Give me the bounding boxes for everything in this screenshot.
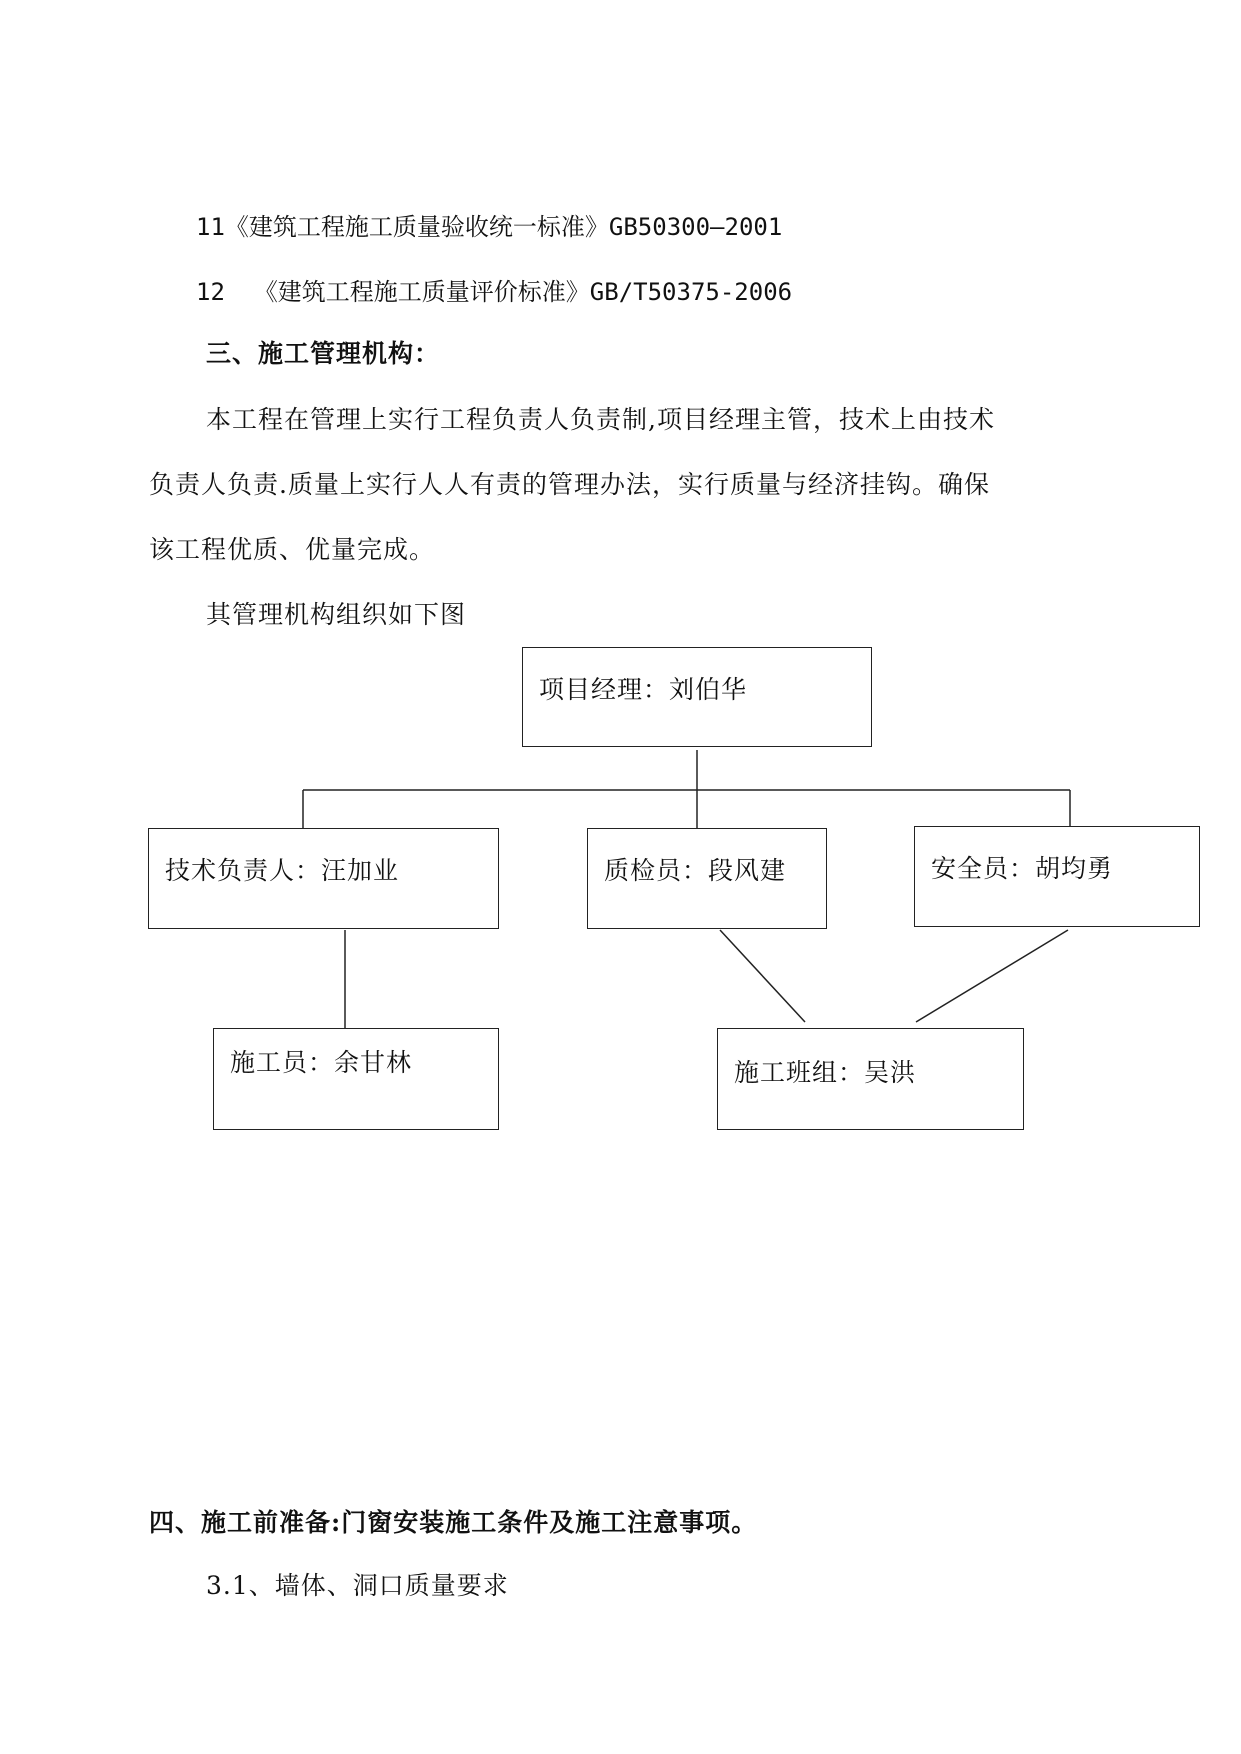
paragraph-line-2: 负责人负责.质量上实行人人有责的管理办法，实行质量与经济挂钩。确保: [149, 470, 990, 499]
reference-number: 11: [196, 213, 225, 241]
reference-text: 《建筑工程施工质量验收统一标准》GB50300—2001: [224, 213, 783, 241]
safety-label: 安全员：胡均勇: [931, 854, 1114, 883]
worker-label: 施工员：余甘林: [230, 1048, 413, 1077]
inspector-label: 质检员：段风建: [604, 856, 787, 885]
org-box-inspector: [587, 828, 827, 929]
manager-label: 项目经理：刘伯华: [539, 675, 748, 704]
chart-intro: 其管理机构组织如下图: [206, 600, 467, 629]
org-box-worker: [213, 1028, 499, 1130]
org-box-manager: [522, 647, 872, 747]
tech-lead-label: 技术负责人：汪加业: [165, 856, 400, 885]
section-4-heading: 四、施工前准备:门窗安装施工条件及施工注意事项。: [149, 1508, 758, 1537]
inspector-team-connector: [720, 930, 805, 1022]
team-label: 施工班组：吴洪: [734, 1058, 917, 1087]
paragraph-line-3: 该工程优质、优量完成。: [149, 535, 436, 564]
org-box-tech-lead: [148, 828, 499, 929]
section-3-heading: 三、施工管理机构：: [206, 339, 441, 368]
safety-team-connector: [916, 930, 1068, 1022]
reference-number: 12: [196, 278, 225, 306]
org-box-safety: [914, 826, 1200, 927]
paragraph-line-1: 本工程在管理上实行工程负责人负责制,项目经理主管，技术上由技术: [206, 405, 995, 434]
org-box-team: [717, 1028, 1024, 1130]
section-4-subheading: 3.1、墙体、洞口质量要求: [206, 1571, 509, 1600]
reference-text: 《建筑工程施工质量评价标准》GB/T50375-2006: [253, 278, 793, 306]
